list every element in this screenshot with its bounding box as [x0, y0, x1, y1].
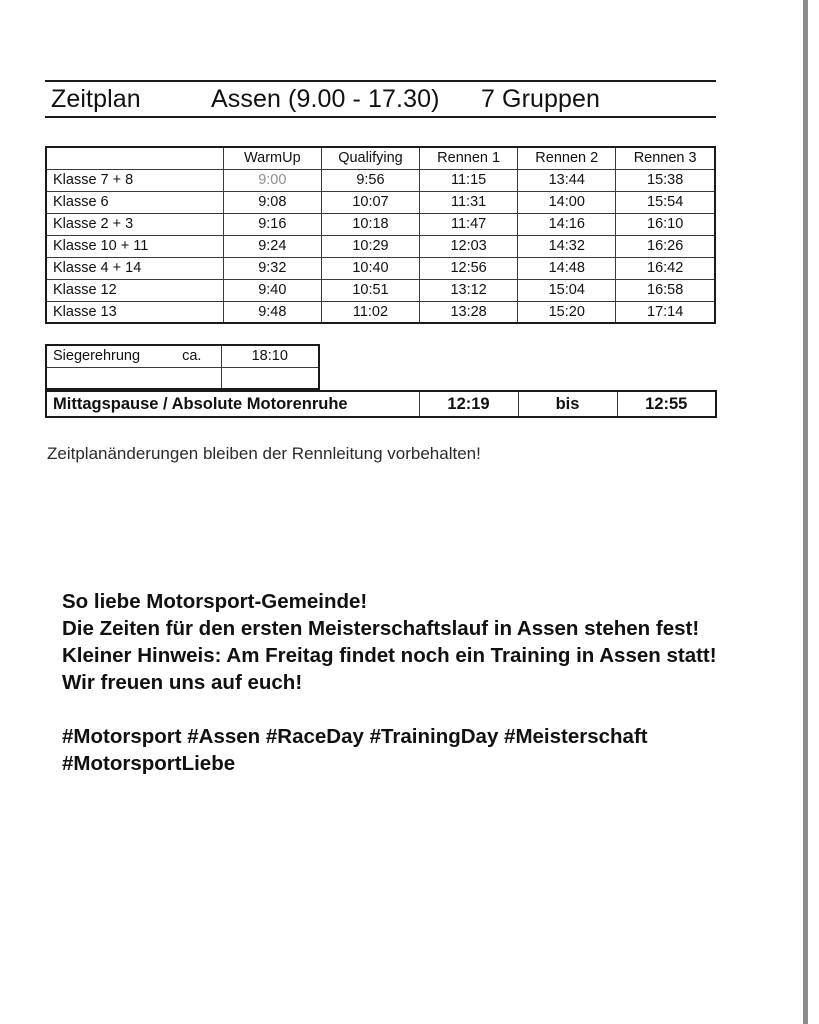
lunch-break-row	[46, 391, 716, 417]
award-empty-value	[221, 367, 319, 389]
cell-rennen-3: 15:38	[616, 169, 715, 191]
message-line-3: Kleiner Hinweis: Am Freitag findet noch ein Training in Assen statt!	[62, 644, 717, 667]
award-ceremony-table	[45, 344, 320, 390]
column-header-rennen-1: Rennen 1	[420, 147, 518, 169]
cell-qualifying: 11:02	[321, 301, 419, 323]
table-row	[46, 301, 715, 323]
column-header-rennen-3: Rennen 3	[616, 147, 715, 169]
title-venue: Assen (9.00 - 17.30)	[211, 84, 440, 113]
message-line-4: Wir freuen uns auf euch!	[62, 671, 303, 694]
lunch-break-separator: bis	[518, 391, 617, 417]
cell-warmup: 9:24	[223, 235, 321, 257]
cell-klasse: Klasse 13	[46, 301, 223, 323]
cell-klasse: Klasse 10 + 11	[46, 235, 223, 257]
cell-qualifying: 9:56	[321, 169, 419, 191]
cell-warmup: 9:48	[223, 301, 321, 323]
table-row	[46, 235, 715, 257]
cell-rennen-3: 16:58	[616, 279, 715, 301]
page-title	[45, 82, 716, 116]
cell-klasse: Klasse 12	[46, 279, 223, 301]
cell-rennen-2: 14:48	[518, 257, 616, 279]
cell-warmup: 9:00	[223, 169, 321, 191]
cell-rennen-3: 16:26	[616, 235, 715, 257]
award-empty-row	[46, 367, 319, 389]
title-label: Zeitplan	[51, 84, 141, 113]
cell-qualifying: 10:07	[321, 191, 419, 213]
column-header-qualifying: Qualifying	[321, 147, 419, 169]
cell-warmup: 9:08	[223, 191, 321, 213]
lunch-break-start: 12:19	[419, 391, 518, 417]
cell-rennen-1: 11:15	[420, 169, 518, 191]
table-row	[46, 257, 715, 279]
table-row	[46, 169, 715, 191]
award-empty-label	[46, 367, 221, 389]
award-label-cell	[46, 345, 221, 367]
cell-rennen-2: 15:04	[518, 279, 616, 301]
schedule-body	[46, 169, 715, 323]
award-time: 18:10	[221, 345, 319, 367]
cell-rennen-1: 11:31	[420, 191, 518, 213]
cell-rennen-1: 11:47	[420, 213, 518, 235]
cell-rennen-2: 14:32	[518, 235, 616, 257]
cell-rennen-1: 13:28	[420, 301, 518, 323]
cell-warmup: 9:16	[223, 213, 321, 235]
cell-rennen-2: 14:16	[518, 213, 616, 235]
cell-klasse: Klasse 7 + 8	[46, 169, 223, 191]
lunch-break-table	[45, 390, 717, 418]
cell-qualifying: 10:51	[321, 279, 419, 301]
table-row	[46, 191, 715, 213]
message-spacer	[62, 696, 762, 723]
cell-rennen-1: 12:56	[420, 257, 518, 279]
table-row	[46, 213, 715, 235]
cell-qualifying: 10:29	[321, 235, 419, 257]
cell-klasse: Klasse 2 + 3	[46, 213, 223, 235]
page-title-block	[45, 80, 716, 118]
cell-klasse: Klasse 4 + 14	[46, 257, 223, 279]
cell-rennen-3: 16:42	[616, 257, 715, 279]
cell-warmup: 9:40	[223, 279, 321, 301]
lunch-break-end: 12:55	[617, 391, 716, 417]
column-header-klasse	[46, 147, 223, 169]
message-hashtags: #Motorsport #Assen #RaceDay #TrainingDay #Meisterschaft #MotorsportLiebe	[62, 725, 648, 775]
column-header-warmup: WarmUp	[223, 147, 321, 169]
cell-rennen-1: 13:12	[420, 279, 518, 301]
cell-qualifying: 10:18	[321, 213, 419, 235]
cell-rennen-2: 15:20	[518, 301, 616, 323]
message-block	[62, 588, 762, 777]
cell-klasse: Klasse 6	[46, 191, 223, 213]
award-label: Siegerehrung	[53, 348, 141, 365]
award-approx: ca.	[182, 348, 202, 365]
award-row	[46, 345, 319, 367]
message-line-2: Die Zeiten für den ersten Meisterschaftslauf in Assen stehen fest!	[62, 617, 700, 640]
cell-rennen-3: 17:14	[616, 301, 715, 323]
disclaimer-text: Zeitplanänderungen bleiben der Rennleitung vorbehalten!	[47, 444, 481, 463]
cell-qualifying: 10:40	[321, 257, 419, 279]
cell-warmup: 9:32	[223, 257, 321, 279]
cell-rennen-3: 16:10	[616, 213, 715, 235]
cell-rennen-2: 14:00	[518, 191, 616, 213]
table-row	[46, 279, 715, 301]
column-header-rennen-2: Rennen 2	[518, 147, 616, 169]
message-line-1: So liebe Motorsport-Gemeinde!	[62, 590, 368, 613]
cell-rennen-3: 15:54	[616, 191, 715, 213]
schedule-header-row	[46, 147, 715, 169]
schedule-table	[45, 146, 716, 324]
cell-rennen-2: 13:44	[518, 169, 616, 191]
title-groups: 7 Gruppen	[481, 84, 601, 113]
cell-rennen-1: 12:03	[420, 235, 518, 257]
page-edge-gutter	[808, 0, 819, 1024]
lunch-break-label: Mittagspause / Absolute Motorenruhe	[46, 391, 419, 417]
